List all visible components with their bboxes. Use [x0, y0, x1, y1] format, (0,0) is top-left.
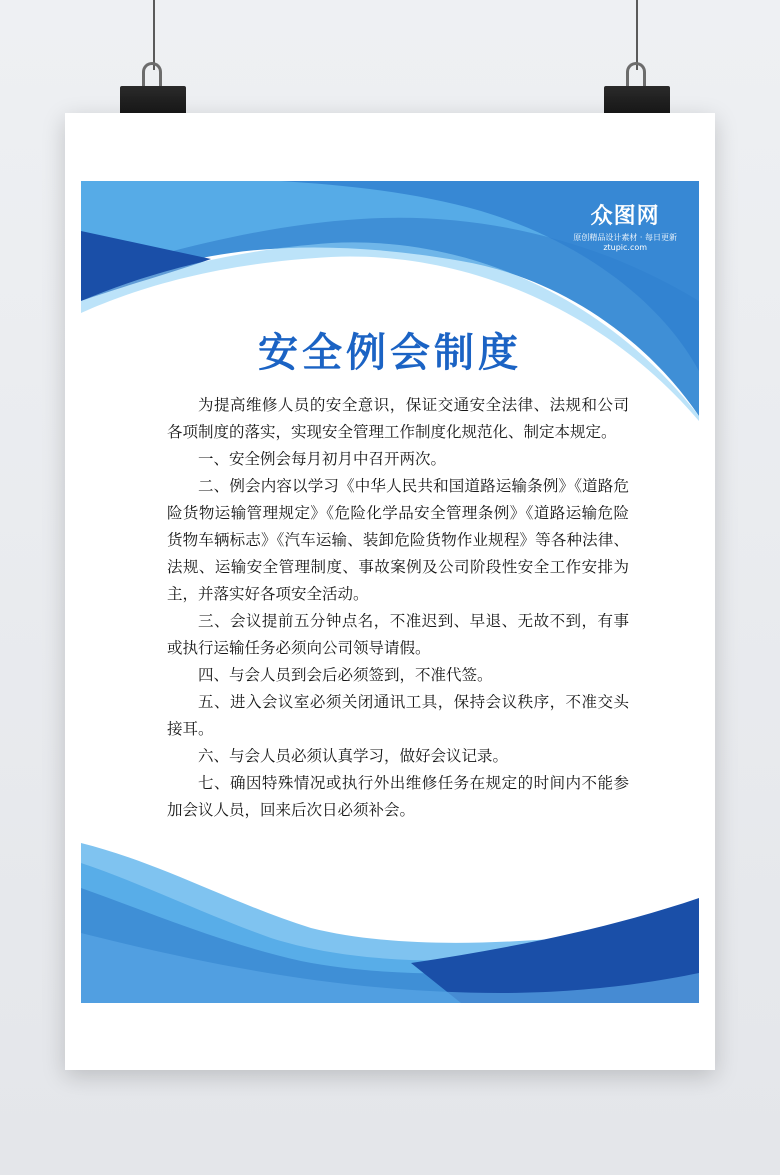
clause-2: 二、例会内容以学习《中华人民共和国道路运输条例》《道路危险货物运输管理规定》《危险化学品安全管理条例》《道路运输危险货物车辆标志》《汽车运输、装卸危险货物作业规程》等各种法律、法规、运输安全管理制度、事故案例及公司阶段性安全工作安排为主，并落实好各项安全活动。 — [167, 477, 629, 603]
bottom-wave-decoration — [81, 843, 699, 1003]
poster-artwork — [81, 181, 699, 1003]
clause-6: 六、与会人员必须认真学习，做好会议记录。 — [198, 747, 509, 765]
clause-5: 五、进入会议室必须关闭通讯工具，保持会议秩序，不准交头接耳。 — [167, 693, 629, 738]
clause-4: 四、与会人员到会后必须签到，不准代签。 — [198, 666, 493, 684]
regulation-text — [167, 392, 629, 824]
clause-7: 七、确因特殊情况或执行外出维修任务在规定的时间内不能参加会议人员，回来后次日必须补会。 — [167, 774, 629, 819]
poster-title: 安全例会制度 — [258, 330, 522, 376]
hanging-wire-right — [636, 0, 638, 70]
brand-logo — [573, 199, 677, 252]
intro-paragraph: 为提高维修人员的安全意识，保证交通安全法律、法规和公司各项制度的落实，实现安全管理工作制度化规范化、制定本规定。 — [167, 396, 629, 441]
clause-1: 一、安全例会每月初月中召开两次。 — [198, 450, 447, 468]
poster — [65, 113, 715, 1070]
logo-tagline: 原创精品设计素材 · 每日更新 — [573, 233, 677, 242]
hanging-wire-left — [153, 0, 155, 70]
clause-3: 三、会议提前五分钟点名，不准迟到、早退、无故不到，有事或执行运输任务必须向公司领导请假。 — [167, 612, 629, 657]
logo-url: ztupic.com — [603, 243, 648, 252]
logo-brand-name: 众图网 — [590, 204, 660, 229]
